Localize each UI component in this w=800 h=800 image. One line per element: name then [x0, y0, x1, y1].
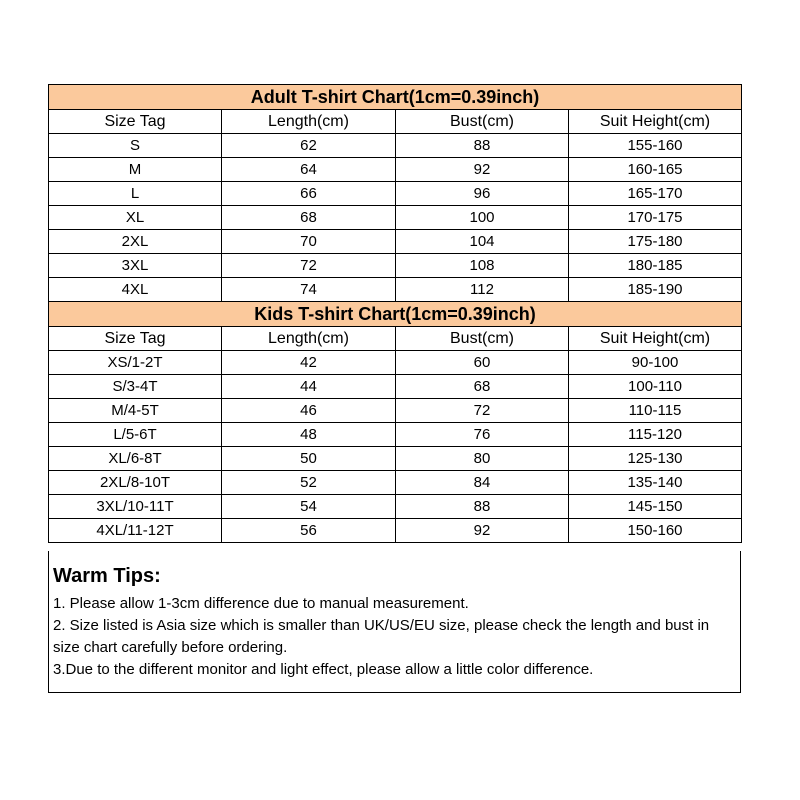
table-cell: 180-185	[569, 254, 742, 278]
column-header: Size Tag	[49, 110, 222, 134]
table-cell: 100	[396, 206, 569, 230]
table-cell: 100-110	[569, 375, 742, 399]
table-cell: XL/6-8T	[49, 447, 222, 471]
table-cell: 104	[396, 230, 569, 254]
column-header: Size Tag	[49, 327, 222, 351]
table-row	[49, 495, 742, 519]
table-cell: 135-140	[569, 471, 742, 495]
table-cell: 96	[396, 182, 569, 206]
table-cell: 52	[222, 471, 396, 495]
table-cell: 3XL/10-11T	[49, 495, 222, 519]
tip-line: 3.Due to the different monitor and light effect, please allow a little color difference.	[53, 661, 594, 678]
table-cell: 44	[222, 375, 396, 399]
table-cell: M/4-5T	[49, 399, 222, 423]
table-cell: 80	[396, 447, 569, 471]
kids-chart-banner	[49, 302, 742, 327]
table-cell: 165-170	[569, 182, 742, 206]
table-cell: 160-165	[569, 158, 742, 182]
table-cell: 68	[222, 206, 396, 230]
table-cell: 60	[396, 351, 569, 375]
table-cell: 170-175	[569, 206, 742, 230]
table-cell: 92	[396, 158, 569, 182]
table-row	[49, 230, 742, 254]
column-header: Suit Height(cm)	[569, 327, 742, 351]
table-cell: 90-100	[569, 351, 742, 375]
table-cell: 92	[396, 519, 569, 543]
table-cell: L/5-6T	[49, 423, 222, 447]
table-cell: 150-160	[569, 519, 742, 543]
table-cell: 175-180	[569, 230, 742, 254]
table-cell: 54	[222, 495, 396, 519]
table-cell: S	[49, 134, 222, 158]
table-cell: 112	[396, 278, 569, 302]
table-row	[49, 206, 742, 230]
table-cell: 62	[222, 134, 396, 158]
table-row	[49, 447, 742, 471]
table-cell: 155-160	[569, 134, 742, 158]
table-cell: 50	[222, 447, 396, 471]
table-cell: 76	[396, 423, 569, 447]
tip-line: 2. Size listed is Asia size which is smaller than UK/US/EU size, please check the length and bust in	[53, 617, 710, 634]
table-cell: 145-150	[569, 495, 742, 519]
table-cell: 74	[222, 278, 396, 302]
tip-line: size chart carefully before ordering.	[53, 639, 288, 656]
table-cell: M	[49, 158, 222, 182]
table-cell: 42	[222, 351, 396, 375]
table-row	[49, 519, 742, 543]
table-cell: 3XL	[49, 254, 222, 278]
table-cell: 66	[222, 182, 396, 206]
table-cell: L	[49, 182, 222, 206]
table-row	[49, 375, 742, 399]
kids-chart-title: Kids T-shirt Chart(1cm=0.39inch)	[49, 302, 742, 327]
table-cell: S/3-4T	[49, 375, 222, 399]
table-cell: 4XL	[49, 278, 222, 302]
size-chart	[48, 84, 741, 543]
table-cell: 108	[396, 254, 569, 278]
table-cell: 68	[396, 375, 569, 399]
tip-line: 1. Please allow 1-3cm difference due to manual measurement.	[53, 595, 469, 612]
column-header: Bust(cm)	[396, 110, 569, 134]
table-row	[49, 278, 742, 302]
table-cell: XL	[49, 206, 222, 230]
table-cell: 88	[396, 134, 569, 158]
table-row	[49, 182, 742, 206]
table-cell: 64	[222, 158, 396, 182]
column-header: Length(cm)	[222, 110, 396, 134]
table-row	[49, 423, 742, 447]
table-cell: 72	[396, 399, 569, 423]
column-header: Length(cm)	[222, 327, 396, 351]
table-cell: 185-190	[569, 278, 742, 302]
table-cell: 4XL/11-12T	[49, 519, 222, 543]
table-row	[49, 254, 742, 278]
table-cell: 48	[222, 423, 396, 447]
table-row	[49, 471, 742, 495]
table-cell: 46	[222, 399, 396, 423]
adult-header-row	[49, 110, 742, 134]
kids-header-row	[49, 327, 742, 351]
adult-chart-title: Adult T-shirt Chart(1cm=0.39inch)	[49, 85, 742, 110]
table-cell: 72	[222, 254, 396, 278]
table-cell: 56	[222, 519, 396, 543]
table-cell: 2XL	[49, 230, 222, 254]
column-header: Bust(cm)	[396, 327, 569, 351]
table-cell: 84	[396, 471, 569, 495]
table-cell: 110-115	[569, 399, 742, 423]
table-row	[49, 351, 742, 375]
table-row	[49, 134, 742, 158]
size-table	[48, 84, 742, 543]
table-cell: 115-120	[569, 423, 742, 447]
table-row	[49, 399, 742, 423]
table-row	[49, 158, 742, 182]
adult-chart-banner	[49, 85, 742, 110]
table-cell: 88	[396, 495, 569, 519]
table-cell: 125-130	[569, 447, 742, 471]
table-cell: XS/1-2T	[49, 351, 222, 375]
table-cell: 2XL/8-10T	[49, 471, 222, 495]
warm-tips-box	[48, 551, 741, 693]
table-cell: 70	[222, 230, 396, 254]
column-header: Suit Height(cm)	[569, 110, 742, 134]
warm-tips-title: Warm Tips:	[53, 565, 161, 587]
